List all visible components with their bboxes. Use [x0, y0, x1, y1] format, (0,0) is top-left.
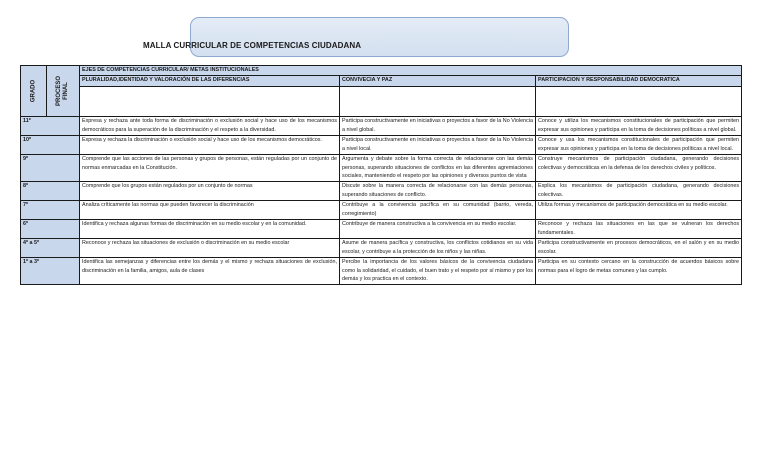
grado-header: GRADO: [21, 66, 47, 117]
convivencia-cell: Percibe la importancia de los valores básicos de la convivencia ciudadana como la solidaridad, el cuidado, el buen trato y el respeto por sí mismo y por los demás y los practica en el contexto.: [340, 257, 536, 285]
column-header-participacion: PARTICIPACION Y RESPONSABILIDAD DEMOCRATICA: [536, 76, 742, 86]
participacion-cell: Construye mecanismos de participación ciudadana, generando decisiones colectivas y democráticas en la defensa de los derechos civiles y políticos.: [536, 154, 742, 182]
table-row: [21, 135, 742, 154]
table-row: [21, 201, 742, 220]
grade-cell: 1º a 3º: [21, 257, 80, 285]
participacion-cell: Explica los mecanismos de participación ciudadana, generando decisiones colectivas.: [536, 182, 742, 201]
participacion-cell: Reconoce y rechaza las situaciones en las que se vulneran los derechos fundamentales.: [536, 219, 742, 238]
blank-cell: [80, 86, 340, 116]
grade-cell: 10º: [21, 135, 80, 154]
document-title: MALLA CURRICULAR DE COMPETENCIAS CIUDADANA: [143, 41, 362, 50]
convivencia-cell: Participa constructivamente en iniciativas o proyectos a favor de la No Violencia a nivel local.: [340, 135, 536, 154]
table-row: [21, 219, 742, 238]
pluralidad-cell: Expresa y rechaza la discriminación o exclusión social y hace uso de los mecanismos democráticos.: [80, 135, 340, 154]
pluralidad-cell: Reconoce y rechaza las situaciones de exclusión o discriminación en su medio escolar: [80, 238, 340, 257]
grade-cell: 7º: [21, 201, 80, 220]
convivencia-cell: Asume de manera pacífica y constructiva, los conflictos cotidianos en su vida escolar, y contribuye a la protección de los niños y las niñas.: [340, 238, 536, 257]
participacion-cell: Participa en su contexto cercano en la construcción de acuerdos básicos sobre normas para el logro de metas comunes y las cumplo.: [536, 257, 742, 285]
pluralidad-cell: Expresa y rechaza ante toda forma de discriminación o exclusión social y hace uso de los mecanismos democráticos para la superación de la discriminación y el respeto a la diversidad.: [80, 117, 340, 136]
column-header-convivencia: CONVIVECIA Y PAZ: [340, 76, 536, 86]
title-banner: [190, 17, 569, 57]
convivencia-cell: Argumenta y debate sobre la forma correcta de relacionarse con las demás personas, superando situaciones de conflictos en las diferentes agremiaciones sociales, manteniendo el respeto por las opiniones y diversos puntos de vista: [340, 154, 536, 182]
table-row: [21, 117, 742, 136]
participacion-cell: Conoce y utiliza los mecanismos constitucionales de participación que permiten expresar sus opiniones y participa en la toma de decisiones políticas a nivel global.: [536, 117, 742, 136]
blank-cell: [340, 86, 536, 116]
pluralidad-cell: Identifica y rechaza algunas formas de discriminación en su medio escolar y en la comunidad.: [80, 219, 340, 238]
grade-cell: 4º a 5º: [21, 238, 80, 257]
pluralidad-cell: Identifica las semejanzas y diferencias entre los demás y el mismo y rechaza situaciones de exclusión, discriminación en la familia, amigos, aula de clases: [80, 257, 340, 285]
participacion-cell: Participa constructivamente en procesos democráticos, en el salón y en su medio escolar.: [536, 238, 742, 257]
grade-cell: 8º: [21, 182, 80, 201]
convivencia-cell: Contribuye de manera constructiva a la convivencia en su medio escolar.: [340, 219, 536, 238]
convivencia-cell: Participa constructivamente en iniciativas o proyectos a favor de la No Violencia a nivel global.: [340, 117, 536, 136]
table-row: [21, 182, 742, 201]
pluralidad-cell: Comprende que los grupos están regulados por un conjunto de normas: [80, 182, 340, 201]
pluralidad-cell: Analiza críticamente las normas que pueden favorecer la discriminación: [80, 201, 340, 220]
grade-cell: 9º: [21, 154, 80, 182]
table-row: [21, 238, 742, 257]
blank-cell: [536, 86, 742, 116]
pluralidad-cell: Comprende que las acciones de las personas y grupos de personas, están reguladas por un conjunto de normas enmarcadas en la Constitución.: [80, 154, 340, 182]
convivencia-cell: Discute sobre la manera correcta de relacionarse con las demás personas, superando situaciones de conflicto.: [340, 182, 536, 201]
table-row: [21, 257, 742, 285]
ejes-header: EJES DE COMPETENCIAS CURRICULAR/ METAS INSTITUCIONALES: [80, 66, 742, 76]
participacion-cell: Utiliza formas y mecanismos de participación democrática en su medio escolar.: [536, 201, 742, 220]
convivencia-cell: Contribuye a la convivencia pacífica en su comunidad (barrio, vereda, corregimiento): [340, 201, 536, 220]
curriculum-table: [20, 65, 742, 285]
participacion-cell: Conoce y usa los mecanismos constitucionales de participación que permiten expresar sus opiniones y participa en la toma de decisiones políticas a nivel local.: [536, 135, 742, 154]
proceso-final-header: PROCESO FINAL: [47, 66, 80, 117]
grade-cell: 6º: [21, 219, 80, 238]
column-header-pluralidad: PLURALIDAD,IDENTIDAD Y VALORACIÓN DE LAS DIFERENCIAS: [80, 76, 340, 86]
grade-cell: 11º: [21, 117, 80, 136]
table-row: [21, 154, 742, 182]
